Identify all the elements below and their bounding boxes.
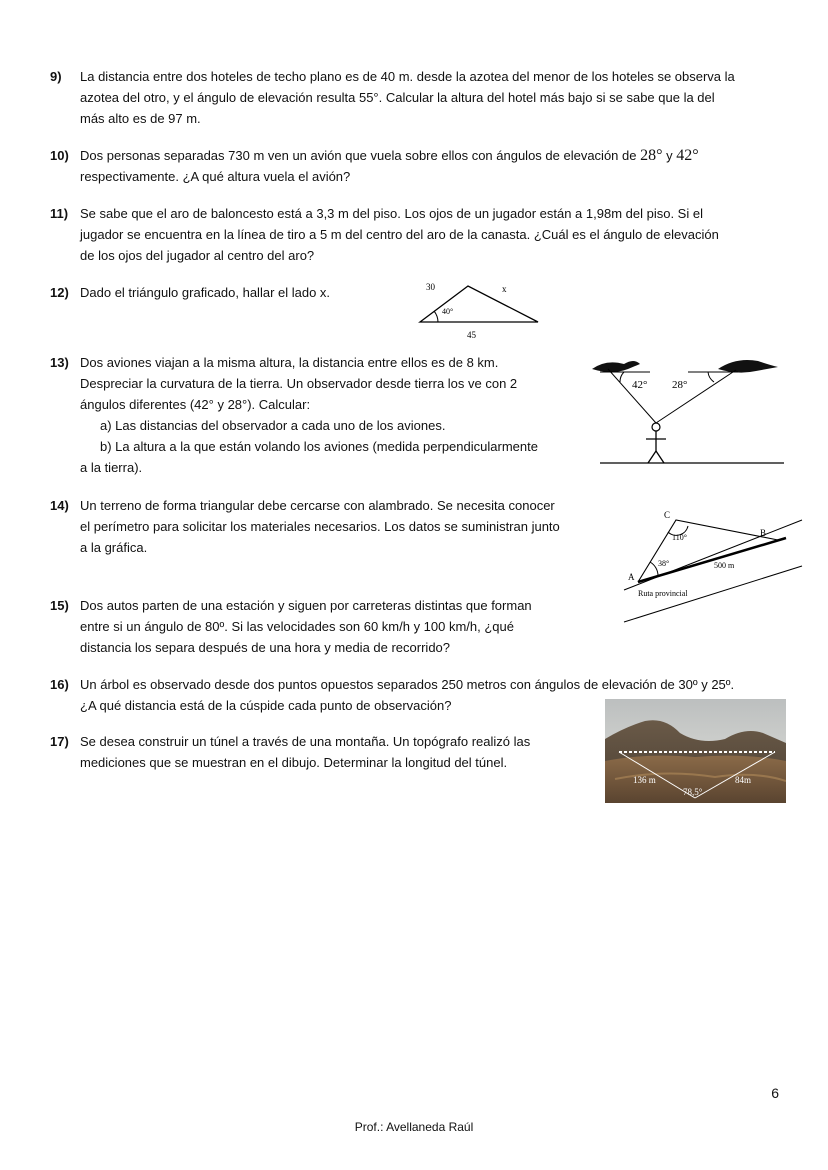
- problem-number: 15): [50, 598, 69, 613]
- problem-text: jugador se encuentra en la línea de tiro a 5 m del centro del aro de la canasta. ¿Cuál es el ángulo de elevación: [80, 227, 719, 242]
- problem-text: ¿A qué distancia está de la cúspide cada punto de observación?: [80, 698, 452, 713]
- problem-text: La distancia entre dos hoteles de techo plano es de 40 m. desde la azotea del menor de los hoteles se observa la: [80, 69, 735, 84]
- side-label-x: x: [502, 284, 507, 294]
- vertex-label: A: [628, 572, 635, 582]
- problem-text: Se sabe que el aro de baloncesto está a 3,3 m del piso. Los ojos de un jugador están a 1,98m del piso. Si el: [80, 206, 703, 221]
- problem-number: 11): [50, 206, 69, 221]
- problem-text: de los ojos del jugador al centro del aro?: [80, 248, 315, 263]
- problem-text: Dado el triángulo graficado, hallar el lado x.: [80, 285, 331, 300]
- angle-label: 40°: [442, 307, 454, 316]
- vertex-label: C: [664, 510, 671, 520]
- angle-label: 78,5°: [683, 787, 703, 797]
- problem-subitem: b) La altura a la que están volando los aviones (medida perpendicularmente: [100, 439, 538, 454]
- observer-icon: [652, 423, 660, 431]
- problem-text: más alto es de 97 m.: [80, 111, 201, 126]
- problem-text: mediciones que se muestran en el dibujo. Determinar la longitud del túnel.: [80, 755, 508, 770]
- problem-text: ángulos diferentes (42° y 28°). Calcular:: [80, 397, 311, 412]
- airplane-icon: [592, 361, 640, 372]
- problem-text: Dos aviones viajan a la misma altura, la distancia entre ellos es de 8 km.: [80, 355, 499, 370]
- angle-label: 38°: [658, 559, 670, 568]
- triangle-figure: [410, 280, 550, 342]
- problem-text: Un árbol es observado desde dos puntos opuestos separados 250 metros con ángulos de elevación de 30º y 25º.: [80, 677, 735, 692]
- problem-number: 9): [50, 69, 62, 84]
- page-footer: Prof.: Avellaneda Raúl: [354, 1120, 474, 1134]
- side-label: 136 m: [633, 775, 656, 785]
- problem-number: 10): [50, 148, 69, 163]
- angle-value: 28°: [640, 147, 663, 164]
- angle-value: 42°: [676, 147, 699, 164]
- problem-text: el perímetro para solicitar los materiales necesarios. Los datos se suministran junto: [80, 519, 560, 534]
- side-label-45: 45: [467, 330, 476, 340]
- side-label: 84m: [735, 775, 752, 785]
- angle-label: 28°: [672, 379, 688, 391]
- problem-text: distancia los separa después de una hora y media de recorrido?: [80, 640, 451, 655]
- problem-text: a la gráfica.: [80, 540, 148, 555]
- angle-label: 42°: [632, 379, 648, 391]
- problem-text: Dos autos parten de una estación y siguen por carreteras distintas que forman: [80, 598, 532, 613]
- page-number: 6: [771, 1085, 779, 1101]
- problem-number: 13): [50, 355, 69, 370]
- angle-label: 110°: [672, 533, 687, 542]
- terrain-figure: [616, 506, 808, 628]
- tunnel-photo: [605, 699, 786, 803]
- problem-text: azotea del otro, y el ángulo de elevación resulta 55°. Calcular la altura del hotel más bajo si se sabe que la del: [80, 90, 715, 105]
- problem-text: respectivamente. ¿A qué altura vuela el avión?: [80, 169, 351, 184]
- problem-text: Un terreno de forma triangular debe cercarse con alambrado. Se necesita conocer: [80, 498, 555, 513]
- problem-text: Se desea construir un túnel a través de una montaña. Un topógrafo realizó las: [80, 734, 531, 749]
- problem-number: 17): [50, 734, 69, 749]
- problem-text: a la tierra).: [80, 460, 143, 475]
- problem-number: 12): [50, 285, 69, 300]
- problem-subitem: a) Las distancias del observador a cada uno de los aviones.: [100, 418, 446, 433]
- problem-number: 14): [50, 498, 69, 513]
- problem-text: entre si un ángulo de 80º. Si las velocidades son 60 km/h y 100 km/h, ¿qué: [80, 619, 515, 634]
- airplane-icon: [718, 360, 778, 373]
- vertex-label: B: [760, 528, 767, 538]
- side-label: 500 m: [714, 561, 735, 570]
- problem-number: 16): [50, 677, 69, 692]
- problem-text: Dos personas separadas 730 m ven un avión que vuela sobre ellos con ángulos de elevación de 28° y 42°: [80, 147, 699, 164]
- road-label: Ruta provincial: [638, 589, 688, 598]
- side-label-30: 30: [426, 282, 435, 292]
- problem-text: Despreciar la curvatura de la tierra. Un observador desde tierra los ve con 2: [80, 376, 518, 391]
- airplanes-figure: [588, 355, 788, 470]
